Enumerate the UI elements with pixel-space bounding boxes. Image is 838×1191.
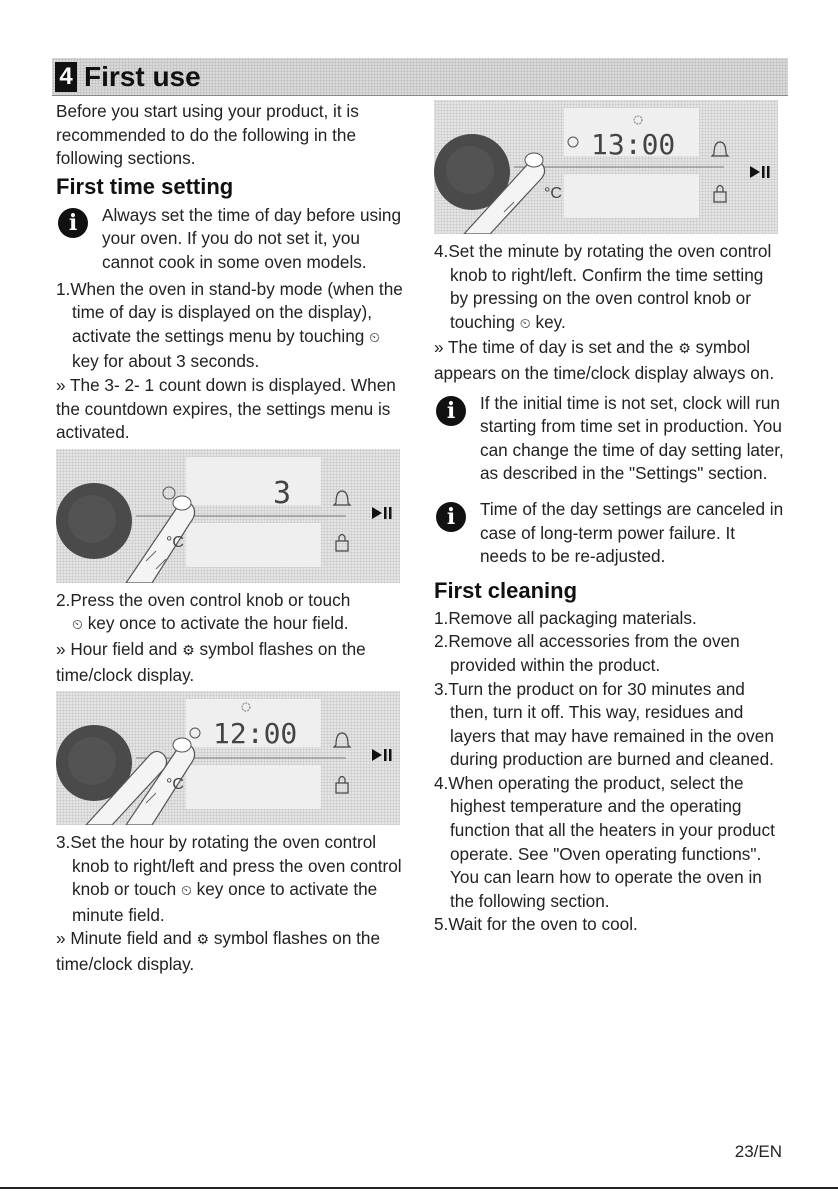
step-4-tail: key. bbox=[535, 311, 566, 332]
play-pause-icon bbox=[372, 507, 392, 519]
clock-icon: ⏲ bbox=[369, 329, 381, 346]
step-1-tail: key for about 3 seconds. bbox=[72, 351, 260, 372]
gear-icon: ⚙ bbox=[182, 642, 195, 659]
first-time-setting-heading: First time setting bbox=[56, 173, 234, 199]
cleaning-step-3: 3.Turn the product on for 30 minutes and then, turn it off. This way, residues and layers that may have remained in the oven during production are burned and cleaned. bbox=[434, 678, 774, 770]
step-3-tail: key once to activate the minute field. bbox=[72, 879, 378, 925]
result-1: » The 3- 2- 1 count down is displayed. When the countdown expires, the settings menu is activated. bbox=[56, 374, 396, 443]
time-display: 13:00 bbox=[591, 128, 676, 161]
info-note-1-text: Always set the time of day before using your oven. If you do not set it, you cannot cook in some oven models. bbox=[102, 204, 402, 272]
display-panel-countdown bbox=[56, 449, 400, 583]
countdown-digit: 3 bbox=[273, 475, 292, 511]
info-note-1 bbox=[56, 204, 406, 275]
unit-celsius: °C bbox=[166, 533, 184, 551]
gear-icon: ⚙ bbox=[196, 932, 210, 949]
clock-icon: ⏲ bbox=[180, 883, 192, 900]
cleaning-step-5: 5.Wait for the oven to cool. bbox=[434, 914, 638, 935]
result-4-head: » The time of day is set and the bbox=[434, 337, 674, 358]
result-3-head: » Minute field and bbox=[56, 928, 192, 949]
step-2-text: 2.Press the oven control knob or touch bbox=[56, 589, 351, 610]
play-pause-icon bbox=[372, 749, 392, 761]
bell-icon bbox=[334, 733, 350, 747]
result-4-tail: symbol appears on the time/clock display always on. bbox=[434, 337, 775, 383]
display-panel-hour bbox=[56, 691, 400, 825]
step-4-text: 4.Set the minute by rotating the oven control knob to right/left. Confirm the time setting by pressing on the oven control knob or touching bbox=[434, 241, 772, 332]
right-column bbox=[434, 100, 784, 937]
step-4 bbox=[434, 240, 784, 336]
clock-icon: ⏲ bbox=[519, 315, 531, 332]
result-2-tail: symbol flashes on the time/clock display. bbox=[56, 638, 366, 685]
display-panel-minute bbox=[434, 100, 778, 234]
info-note-2 bbox=[434, 392, 784, 486]
info-icon: i bbox=[436, 502, 466, 532]
info-icon: i bbox=[58, 208, 88, 238]
intro-text: Before you start using your product, it is recommended to do the following in the following sections. bbox=[56, 101, 359, 169]
step-1 bbox=[56, 278, 406, 374]
result-3-tail: symbol flashes on the time/clock display. bbox=[56, 928, 381, 975]
cleaning-step-1: 1.Remove all packaging materials. bbox=[434, 607, 697, 628]
bottom-rule bbox=[0, 1187, 838, 1189]
result-4 bbox=[434, 336, 784, 385]
clock-icon: ⏲ bbox=[72, 617, 83, 634]
step-1-text: 1.When the oven in stand-by mode (when the time of day is displayed on the display), activate the settings menu by touching bbox=[56, 278, 403, 346]
play-pause-icon bbox=[750, 166, 770, 178]
result-3 bbox=[56, 927, 406, 976]
first-cleaning-heading: First cleaning bbox=[434, 577, 578, 603]
info-note-3 bbox=[434, 498, 784, 569]
left-column bbox=[56, 100, 406, 977]
time-display: 12:00 bbox=[213, 717, 298, 751]
step-3 bbox=[56, 831, 406, 927]
gear-icon: ⚙ bbox=[678, 341, 691, 358]
cleaning-step-4: 4.When operating the product, select the highest temperature and the operating function that all the heaters in your product operate. See "Oven operating functions". You can learn how to operate the oven in the following section. bbox=[434, 772, 775, 911]
result-2-head: » Hour field and bbox=[56, 638, 178, 659]
info-icon: i bbox=[436, 396, 466, 426]
cleaning-step-2: 2.Remove all accessories from the oven provided within the product. bbox=[434, 631, 740, 675]
unit-celsius: °C bbox=[544, 185, 562, 202]
info-note-3-text: Time of the day settings are canceled in case of long-term power failure. It needs to be re-adjusted. bbox=[480, 498, 784, 567]
bell-icon bbox=[712, 142, 728, 156]
unit-celsius: °C bbox=[166, 776, 184, 794]
lock-icon bbox=[336, 534, 348, 551]
result-2 bbox=[56, 638, 406, 687]
step-2 bbox=[56, 589, 406, 638]
section-title: First use bbox=[84, 61, 201, 92]
section-number: 4 bbox=[55, 62, 77, 92]
step-3-text: 3.Set the hour by rotating the oven control knob to right/left and press the oven control knob or touch bbox=[56, 832, 402, 900]
step-2-tail: key once to activate the hour field. bbox=[87, 613, 349, 634]
lock-icon bbox=[714, 186, 726, 203]
bell-icon bbox=[334, 491, 350, 505]
info-note-2-text: If the initial time is not set, clock will run starting from time set in production. You can change the time of day setting later, as described in the "Settings" section. bbox=[480, 392, 784, 484]
page-number: 23/EN bbox=[734, 1142, 782, 1161]
lock-icon bbox=[336, 777, 348, 794]
